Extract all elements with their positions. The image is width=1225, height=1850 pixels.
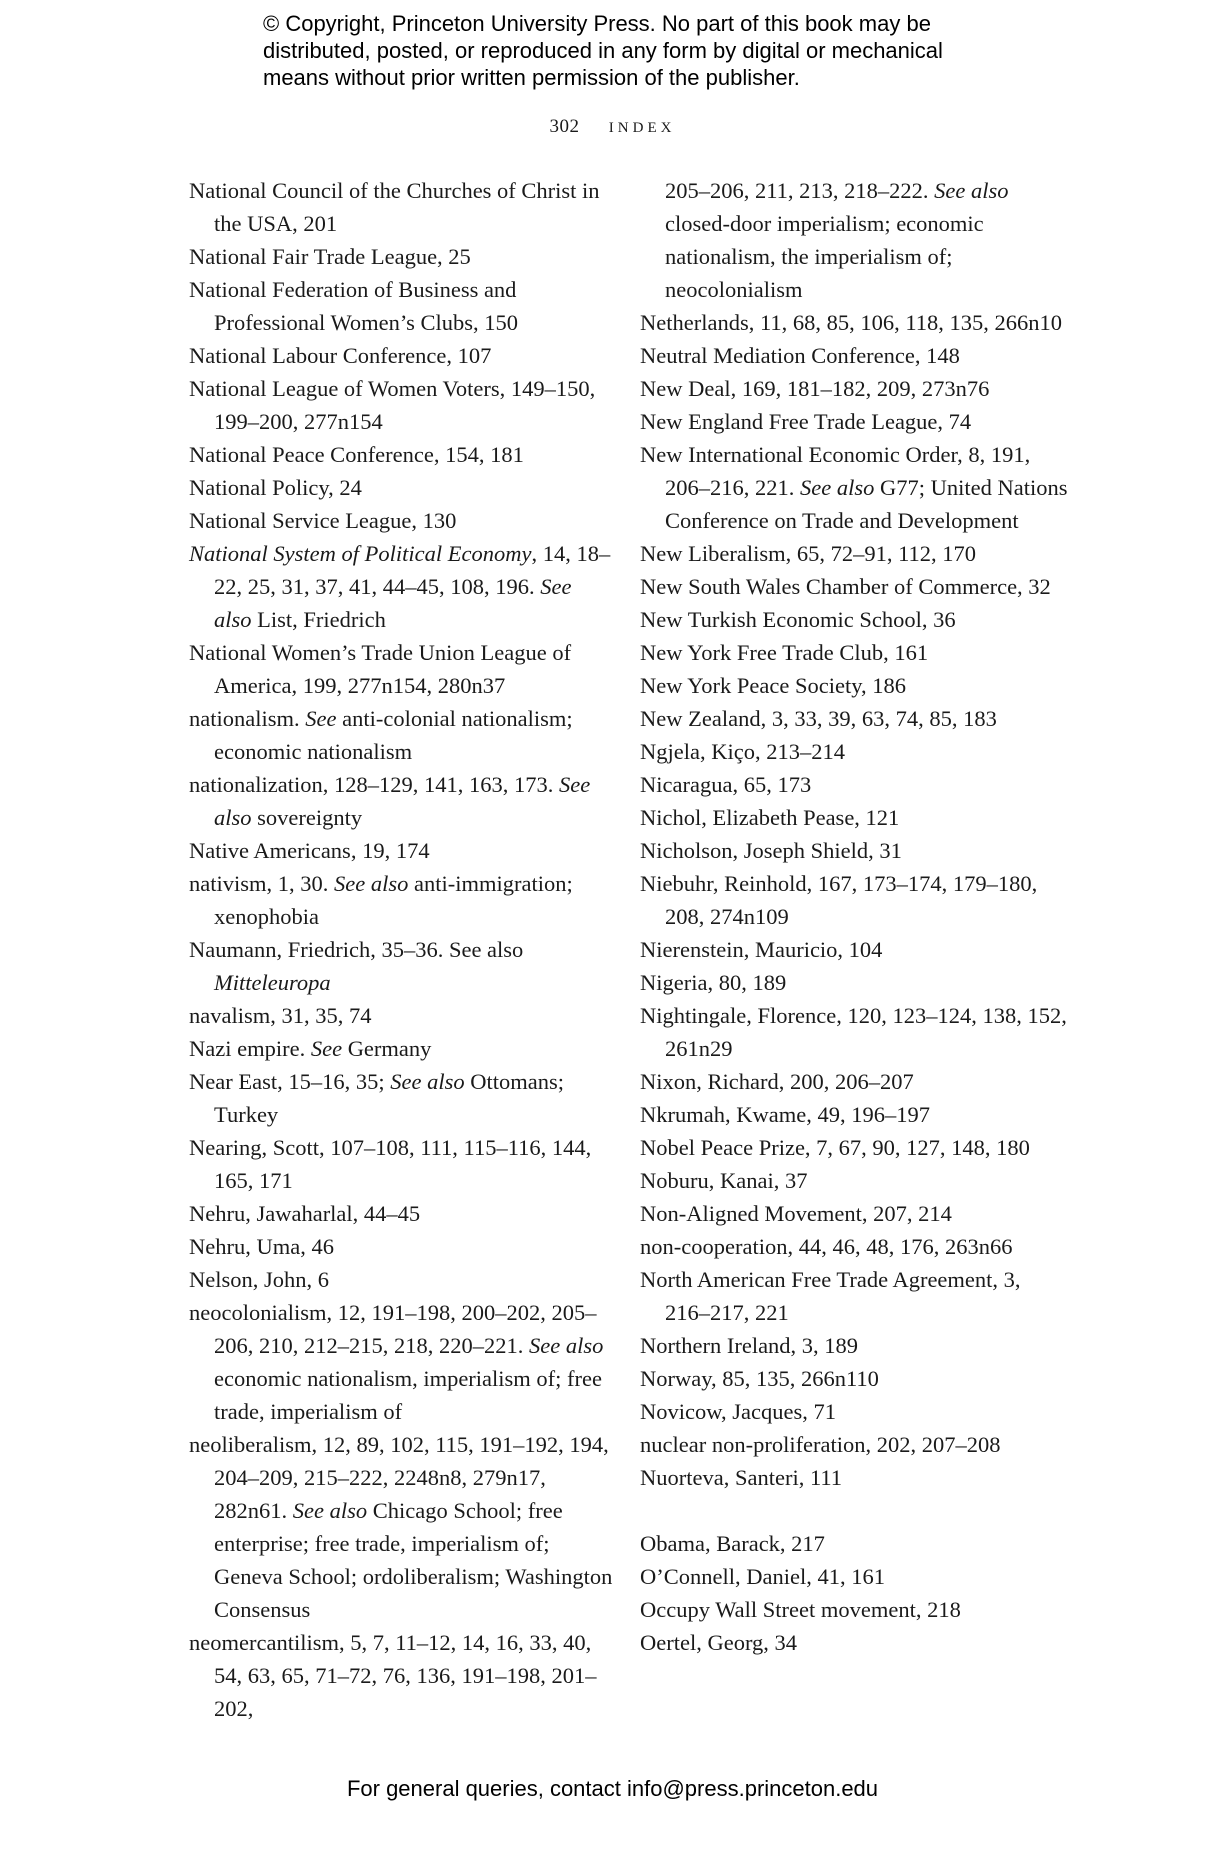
- entry-text: Non-Aligned Movement, 207, 214: [640, 1201, 952, 1226]
- entry-text: Niebuhr, Reinhold, 167, 173–174, 179–180, 208, 274n109: [640, 871, 1038, 929]
- entry-text: Nicaragua, 65, 173: [640, 772, 812, 797]
- entry-text: National Policy, 24: [189, 475, 362, 500]
- index-entry: [640, 1626, 1070, 1659]
- entry-text: Nichol, Elizabeth Pease, 121: [640, 805, 900, 830]
- footer-contact: For general queries, contact info@press.princeton.edu: [346, 1776, 879, 1801]
- entry-text: National Fair Trade League, 25: [189, 244, 471, 269]
- entry-italic-text: See also: [800, 475, 875, 500]
- index-entry: [640, 1527, 1070, 1560]
- index-entry: [189, 1032, 614, 1065]
- entry-italic-text: See also: [334, 871, 409, 896]
- entry-text: New York Free Trade Club, 161: [640, 640, 929, 665]
- index-entry: [189, 702, 614, 768]
- entry-text: Nicholson, Joseph Shield, 31: [640, 838, 902, 863]
- index-entry: [189, 867, 614, 933]
- entry-italic-text: See also: [214, 772, 591, 830]
- entry-text: Nigeria, 80, 189: [640, 970, 787, 995]
- index-entry: [640, 1329, 1070, 1362]
- entry-text: Nelson, John, 6: [189, 1267, 329, 1292]
- entry-text: New International Economic Order, 8, 191, 206–216, 221.: [640, 442, 1031, 500]
- index-entry: [640, 306, 1070, 339]
- entry-text: Northern Ireland, 3, 189: [640, 1333, 859, 1358]
- index-entry: [640, 966, 1070, 999]
- entry-italic-text: See also: [390, 1069, 465, 1094]
- index-entry: [640, 636, 1070, 669]
- entry-text: New Deal, 169, 181–182, 209, 273n76: [640, 376, 990, 401]
- entry-text: New Liberalism, 65, 72–91, 112, 170: [640, 541, 976, 566]
- entry-text: , 14, 18–22, 25, 31, 37, 41, 44–45, 108, 196.: [214, 541, 611, 599]
- entry-italic-text: Mitteleuropa: [214, 970, 331, 995]
- entry-text: Nkrumah, Kwame, 49, 196–197: [640, 1102, 930, 1127]
- entry-italic-text: See also: [529, 1333, 604, 1358]
- index-entry: [640, 1230, 1070, 1263]
- entry-text: Nuorteva, Santeri, 111: [640, 1465, 843, 1490]
- entry-text: New Turkish Economic School, 36: [640, 607, 956, 632]
- entry-text: Nixon, Richard, 200, 206–207: [640, 1069, 914, 1094]
- entry-text: Nazi empire.: [189, 1036, 311, 1061]
- index-entry: [640, 702, 1070, 735]
- entry-text: nuclear non-proliferation, 202, 207–208: [640, 1432, 1001, 1457]
- entry-text: Nearing, Scott, 107–108, 111, 115–116, 144, 165, 171: [189, 1135, 592, 1193]
- entry-text: Nierenstein, Mauricio, 104: [640, 937, 883, 962]
- index-entry: [640, 570, 1070, 603]
- index-entry: [640, 1362, 1070, 1395]
- index-entry: [640, 867, 1070, 933]
- index-column-left: [189, 174, 614, 1725]
- entry-text: neomercantilism, 5, 7, 11–12, 14, 16, 33, 40, 54, 63, 65, 71–72, 76, 136, 191–198, 201–202,: [189, 1630, 597, 1721]
- entry-text: Norway, 85, 135, 266n110: [640, 1366, 879, 1391]
- entry-text: Ngjela, Kiço, 213–214: [640, 739, 845, 764]
- entry-text: North American Free Trade Agreement, 3, 216–217, 221: [640, 1267, 1021, 1325]
- index-entry: [640, 537, 1070, 570]
- entry-italic-text: National System of Political Economy: [189, 541, 532, 566]
- entry-text: 205–206, 211, 213, 218–222.: [665, 178, 935, 203]
- entry-text: navalism, 31, 35, 74: [189, 1003, 372, 1028]
- index-entry: [189, 1197, 614, 1230]
- copyright-notice: © Copyright, Princeton University Press. No part of this book may be distributed, posted, or reproduced in any form by digital or mechanical means without prior written permission of the publisher.: [263, 11, 943, 90]
- index-entry: [640, 372, 1070, 405]
- entry-text: Nehru, Jawaharlal, 44–45: [189, 1201, 421, 1226]
- index-entry: [640, 1428, 1070, 1461]
- entry-text: Neutral Mediation Conference, 148: [640, 343, 960, 368]
- entry-text: List, Friedrich: [251, 607, 386, 632]
- running-head: [0, 112, 1225, 138]
- index-entry: [640, 174, 1070, 306]
- entry-text: National Labour Conference, 107: [189, 343, 492, 368]
- index-entry: [189, 1626, 614, 1725]
- index-entry: [189, 1131, 614, 1197]
- index-entry: [189, 1428, 614, 1626]
- entry-italic-text: See: [310, 1036, 343, 1061]
- index-entry: [189, 273, 614, 339]
- index-entry: [640, 768, 1070, 801]
- index-entry: [189, 471, 614, 504]
- index-entry: [640, 1395, 1070, 1428]
- entry-text: Ottomans; Turkey: [214, 1069, 564, 1127]
- entry-text: Noburu, Kanai, 37: [640, 1168, 808, 1193]
- index-entry: [189, 636, 614, 702]
- entry-text: Near East, 15–16, 35;: [189, 1069, 391, 1094]
- index-entry: [189, 174, 614, 240]
- index-entry: [189, 933, 614, 999]
- index-entry: [640, 438, 1070, 537]
- index-entry: [640, 801, 1070, 834]
- entry-text: Netherlands, 11, 68, 85, 106, 118, 135, 266n10: [640, 310, 1063, 335]
- entry-text: Novicow, Jacques, 71: [640, 1399, 836, 1424]
- entry-text: Obama, Barack, 217: [640, 1531, 825, 1556]
- page-number: 302: [549, 116, 580, 137]
- index-entry: [640, 834, 1070, 867]
- entry-text: New South Wales Chamber of Commerce, 32: [640, 574, 1051, 599]
- entry-text: Nehru, Uma, 46: [189, 1234, 334, 1259]
- entry-text: Nobel Peace Prize, 7, 67, 90, 127, 148, 180: [640, 1135, 1030, 1160]
- index-entry: [640, 1197, 1070, 1230]
- entry-text: closed-door imperialism; economic nationalism, the imperialism of; neocolonialism: [665, 211, 984, 302]
- entry-italic-text: See also: [934, 178, 1009, 203]
- index-entry: [640, 339, 1070, 372]
- entry-text: G77; United Nations Conference on Trade and Development: [665, 475, 1068, 533]
- entry-text: neoliberalism, 12, 89, 102, 115, 191–192, 194, 204–209, 215–222, 2248n8, 279n17, 282n61.: [189, 1432, 609, 1523]
- section-title: index: [608, 112, 676, 137]
- entry-text: nationalization, 128–129, 141, 163, 173.: [189, 772, 559, 797]
- entry-text: neocolonialism, 12, 191–198, 200–202, 205–206, 210, 212–215, 218, 220–221.: [189, 1300, 597, 1358]
- entry-text: National Peace Conference, 154, 181: [189, 442, 524, 467]
- entry-text: nativism, 1, 30.: [189, 871, 334, 896]
- index-entry: [640, 1164, 1070, 1197]
- index-column-right: [640, 174, 1070, 1659]
- index-entry: [640, 603, 1070, 636]
- entry-text: anti-colonial nationalism; economic nationalism: [214, 706, 573, 764]
- index-entry: [640, 1263, 1070, 1329]
- entry-text: sovereignty: [251, 805, 363, 830]
- entry-text: New York Peace Society, 186: [640, 673, 907, 698]
- entry-text: Nightingale, Florence, 120, 123–124, 138, 152, 261n29: [640, 1003, 1067, 1061]
- index-entry: [189, 438, 614, 471]
- entry-text: Oertel, Georg, 34: [640, 1630, 798, 1655]
- index-entry: [189, 240, 614, 273]
- index-entry: [640, 933, 1070, 966]
- entry-text: Germany: [342, 1036, 432, 1061]
- entry-text: National Service League, 130: [189, 508, 457, 533]
- entry-italic-text: See also: [292, 1498, 368, 1523]
- index-entry: [640, 1098, 1070, 1131]
- index-entry: [189, 1263, 614, 1296]
- index-entry: [640, 735, 1070, 768]
- index-entry: [640, 999, 1070, 1065]
- index-entry: [640, 1593, 1070, 1626]
- entry-text: Naumann, Friedrich, 35–36. See also: [189, 937, 524, 962]
- index-entry: [640, 1560, 1070, 1593]
- entry-text: National Federation of Business and Professional Women’s Clubs, 150: [189, 277, 519, 335]
- entry-text: anti-immigration; xenophobia: [214, 871, 573, 929]
- entry-text: O’Connell, Daniel, 41, 161: [640, 1564, 885, 1589]
- index-entry: [189, 1065, 614, 1131]
- entry-text: Chicago School; free enterprise; free trade, imperialism of; Geneva School; ordoliberalism; Washington Consensus: [214, 1498, 613, 1622]
- index-entry: [640, 405, 1070, 438]
- entry-text: economic nationalism, imperialism of; free trade, imperialism of: [214, 1366, 603, 1424]
- index-entry: [189, 372, 614, 438]
- index-entry: [189, 834, 614, 867]
- index-entry: [640, 1131, 1070, 1164]
- index-entry: [189, 339, 614, 372]
- entry-italic-text: See also: [214, 574, 572, 632]
- letter-section-gap: [640, 1494, 1070, 1527]
- entry-text: National Council of the Churches of Christ in the USA, 201: [189, 178, 600, 236]
- index-entry: [640, 1065, 1070, 1098]
- index-entry: [189, 999, 614, 1032]
- entry-italic-text: See: [305, 706, 337, 731]
- index-entry: [640, 1461, 1070, 1494]
- entry-text: Native Americans, 19, 174: [189, 838, 430, 863]
- index-entry: [189, 537, 614, 636]
- entry-text: National League of Women Voters, 149–150, 199–200, 277n154: [189, 376, 596, 434]
- entry-text: New Zealand, 3, 33, 39, 63, 74, 85, 183: [640, 706, 997, 731]
- entry-text: Occupy Wall Street movement, 218: [640, 1597, 961, 1622]
- index-entry: [189, 1296, 614, 1428]
- entry-text: New England Free Trade League, 74: [640, 409, 972, 434]
- index-entry: [189, 504, 614, 537]
- index-entry: [189, 768, 614, 834]
- entry-text: non-cooperation, 44, 46, 48, 176, 263n66: [640, 1234, 1013, 1259]
- entry-text: National Women’s Trade Union League of America, 199, 277n154, 280n37: [189, 640, 572, 698]
- entry-text: nationalism.: [189, 706, 306, 731]
- index-entry: [189, 1230, 614, 1263]
- index-entry: [640, 669, 1070, 702]
